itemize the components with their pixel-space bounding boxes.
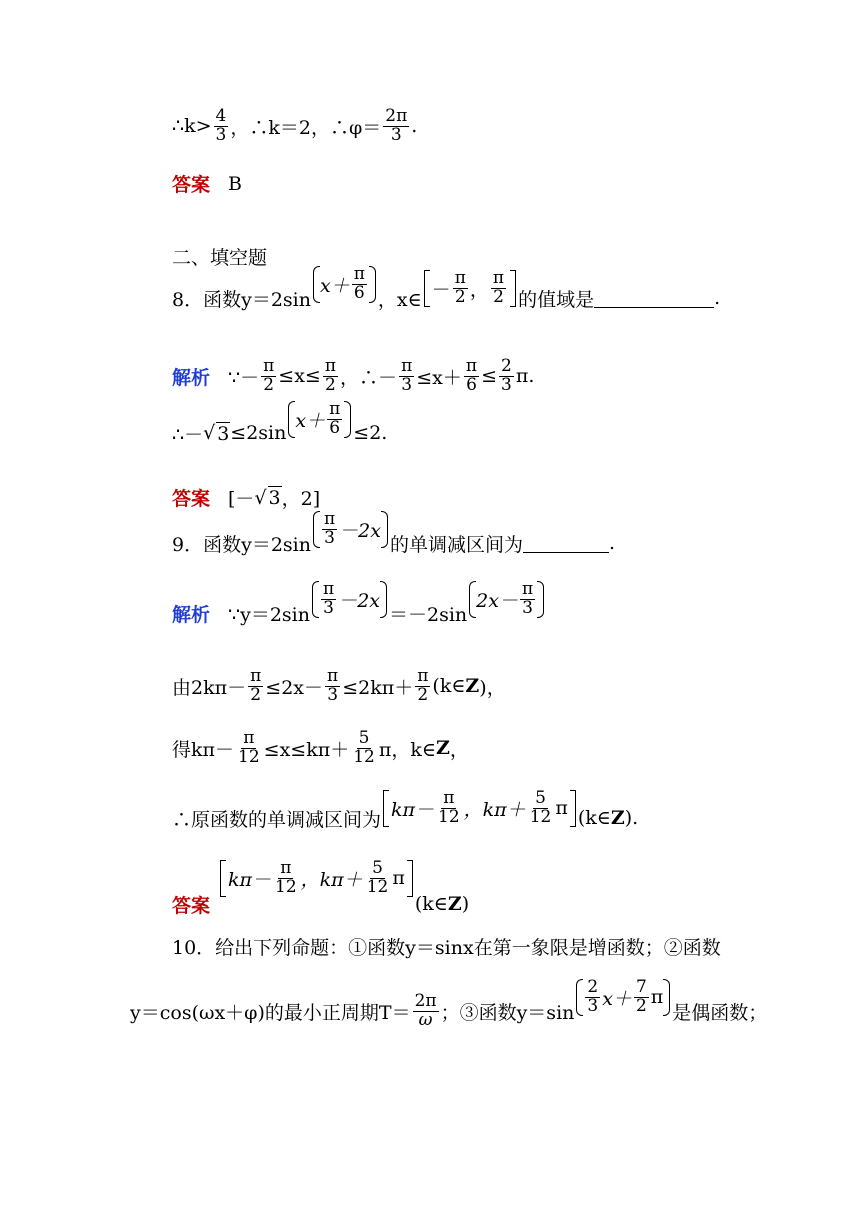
den: 3 — [401, 374, 413, 395]
den: 12 — [366, 876, 389, 897]
bracket-group — [424, 270, 516, 307]
num: π — [323, 509, 336, 529]
num: 2 — [501, 356, 512, 376]
question-9 — [172, 509, 616, 562]
num: 2π — [385, 106, 408, 126]
text: (k∈ — [432, 675, 466, 698]
text: －2x — [338, 589, 380, 612]
den: 2 — [454, 286, 466, 307]
den: 12 — [353, 746, 375, 767]
den: 2 — [263, 374, 275, 395]
integer-set: Z — [435, 737, 450, 760]
solution-8 — [172, 358, 534, 395]
fraction — [351, 730, 377, 767]
fraction — [453, 270, 468, 307]
fraction — [585, 979, 600, 1016]
text: . — [609, 532, 616, 555]
num: π — [323, 579, 335, 599]
text: ∴原函数的单调减区间为 — [172, 808, 382, 831]
text: x＋ — [295, 409, 326, 432]
text: ，kπ＋ — [300, 868, 363, 891]
text: ≤ — [481, 365, 497, 388]
text: kπ－ — [228, 868, 272, 891]
text: (k∈ — [577, 807, 611, 830]
num: 5 — [535, 788, 546, 808]
num: 4 — [215, 106, 227, 126]
text: ∴k> — [172, 115, 212, 138]
integer-set: Z — [447, 893, 462, 916]
den: 2 — [635, 995, 647, 1016]
question-8 — [172, 264, 721, 317]
fraction — [399, 358, 414, 395]
den: 12 — [438, 806, 460, 827]
text: ∴－ — [172, 423, 204, 446]
text: ≤x≤ — [278, 365, 321, 388]
paren-group — [288, 401, 351, 438]
text: kπ－ — [391, 798, 435, 821]
solution-label: 解析 — [172, 366, 211, 389]
fraction — [325, 668, 340, 705]
answer-label: 答案 — [172, 894, 211, 917]
text: ). — [624, 807, 639, 830]
text: x＋ — [602, 987, 632, 1010]
solution-label: 解析 — [172, 603, 211, 626]
text: π，k∈ — [378, 738, 436, 761]
sqrt-sign: √ — [254, 486, 267, 509]
answer-label: 答案 — [172, 174, 211, 196]
num: π — [353, 264, 365, 284]
fraction — [248, 668, 263, 705]
text: 8．函数y＝2sin — [172, 288, 311, 311]
text: 9．函数y＝2sin — [172, 533, 311, 556]
paren-group — [312, 581, 387, 618]
den: 2 — [250, 684, 262, 705]
fraction — [321, 581, 336, 618]
text: 由2kπ－ — [172, 676, 247, 699]
num: π — [280, 858, 292, 878]
question-10-cont — [130, 977, 768, 1030]
text: ， — [449, 738, 469, 761]
fraction — [323, 358, 338, 395]
text: y＝cos(ωx＋φ)的最小正周期T＝ — [130, 1001, 411, 1024]
text: 的单调减区间为 — [389, 533, 523, 556]
num: π — [243, 728, 255, 748]
line-k-range — [172, 108, 417, 145]
num: π — [443, 788, 455, 808]
text: (k∈ — [414, 893, 448, 916]
text: 2x－ — [476, 589, 518, 612]
num: π — [327, 666, 339, 686]
den: ω — [418, 1009, 433, 1030]
den: 12 — [275, 876, 297, 897]
text: ＝－2sin — [389, 603, 468, 626]
text: 10．给出下列命题：①函数y＝sinx在第一象限是增函数；②函数 — [172, 937, 721, 959]
fraction — [634, 979, 649, 1016]
num: π — [417, 666, 429, 686]
text: 是偶函数； — [672, 1001, 768, 1024]
text: x＋ — [319, 274, 350, 297]
fraction — [499, 358, 514, 395]
answer-9-tail — [415, 893, 469, 915]
num: 2π — [414, 991, 437, 1011]
text: ，x∈ — [377, 288, 422, 311]
fraction — [261, 358, 276, 395]
text: π — [650, 986, 664, 1009]
num: π — [263, 356, 275, 376]
bracket-group — [383, 790, 576, 827]
solution-9-step-3 — [172, 788, 639, 837]
paren-group — [469, 581, 544, 618]
text: ) — [461, 893, 470, 916]
text: 得kπ－ — [172, 738, 235, 761]
fraction — [413, 993, 439, 1030]
text: ，∴－ — [340, 366, 398, 389]
text: ≤x＋ — [416, 366, 462, 389]
integer-set: Z — [610, 807, 625, 830]
paren-group — [576, 979, 670, 1016]
solution-9 — [172, 579, 546, 632]
fraction — [383, 108, 409, 145]
num: 2 — [587, 977, 599, 997]
text: ，kπ＋ — [463, 798, 526, 821]
integer-set: Z — [465, 675, 480, 698]
fraction — [491, 270, 506, 307]
text: ≤2sin — [230, 422, 287, 445]
text: π — [392, 867, 405, 890]
num: π — [324, 356, 337, 376]
text: . — [411, 115, 418, 138]
answer-blank — [523, 534, 609, 553]
den: 2 — [417, 684, 429, 705]
num: π — [465, 356, 478, 376]
answer-7 — [172, 170, 242, 197]
text: ∵－ — [228, 366, 260, 389]
fraction — [464, 358, 479, 395]
text: ，2] — [281, 488, 321, 510]
answer-label: 答案 — [172, 488, 211, 510]
num: π — [492, 268, 505, 288]
fraction — [236, 730, 262, 767]
text: －2x — [339, 519, 381, 542]
den: 3 — [327, 684, 339, 705]
text: 的值域是 — [518, 288, 595, 311]
sqrt-sign: √ — [203, 422, 216, 445]
answer-9 — [172, 858, 470, 917]
fraction — [327, 401, 342, 438]
den: 2 — [493, 286, 504, 307]
den: 2 — [325, 374, 336, 395]
num: π — [401, 356, 413, 376]
text: π. — [515, 365, 535, 388]
num: π — [454, 268, 466, 288]
solution-8-step — [172, 399, 388, 452]
num: π — [329, 399, 341, 419]
fraction — [520, 581, 535, 618]
paren-group — [313, 266, 376, 303]
text: ≤2. — [353, 422, 388, 445]
den: 6 — [353, 282, 365, 303]
question-10 — [172, 933, 721, 960]
text: ∵y＝2sin — [228, 603, 310, 626]
section-heading — [172, 243, 267, 270]
sqrt-radicand: 3 — [217, 422, 230, 445]
num: 5 — [372, 858, 383, 878]
answer-value: B — [228, 172, 242, 195]
fraction — [352, 266, 367, 303]
section-title: 二、填空题 — [172, 247, 268, 269]
num: 5 — [358, 728, 370, 748]
solution-9-step-2 — [172, 730, 469, 767]
text: )， — [479, 676, 506, 699]
fraction — [273, 860, 299, 897]
text: ，∴k＝2，∴φ＝ — [230, 116, 382, 139]
num: 7 — [635, 977, 647, 997]
text: ， — [469, 278, 489, 301]
fraction — [528, 790, 554, 827]
den: 3 — [215, 124, 227, 145]
fraction — [436, 790, 462, 827]
den: 3 — [324, 527, 335, 548]
sqrt-radicand: 3 — [268, 487, 281, 509]
den: 3 — [587, 995, 599, 1016]
den: 3 — [390, 124, 402, 145]
text: [－ — [228, 488, 255, 510]
den: 3 — [323, 597, 334, 618]
answer-8 — [172, 484, 320, 511]
den: 3 — [522, 597, 533, 618]
den: 6 — [329, 417, 341, 438]
paren-group — [313, 511, 388, 548]
den: 12 — [529, 806, 552, 827]
fraction — [365, 860, 391, 897]
fraction — [214, 108, 229, 145]
text: . — [714, 287, 721, 310]
bracket-group — [220, 860, 413, 897]
den: 12 — [238, 746, 260, 767]
num: π — [250, 666, 262, 686]
den: 3 — [501, 374, 512, 395]
solution-9-step-1 — [172, 668, 506, 705]
text: ≤2x－ — [265, 676, 324, 699]
fraction — [415, 668, 430, 705]
num: π — [521, 579, 534, 599]
text: π — [555, 797, 568, 820]
den: 6 — [466, 374, 477, 395]
text: ≤x≤kπ＋ — [263, 738, 350, 761]
fraction — [322, 511, 337, 548]
text: ；③函数y＝sin — [440, 1001, 575, 1024]
text: ≤2kπ＋ — [342, 676, 414, 699]
answer-blank — [594, 289, 714, 308]
text: － — [431, 278, 451, 301]
